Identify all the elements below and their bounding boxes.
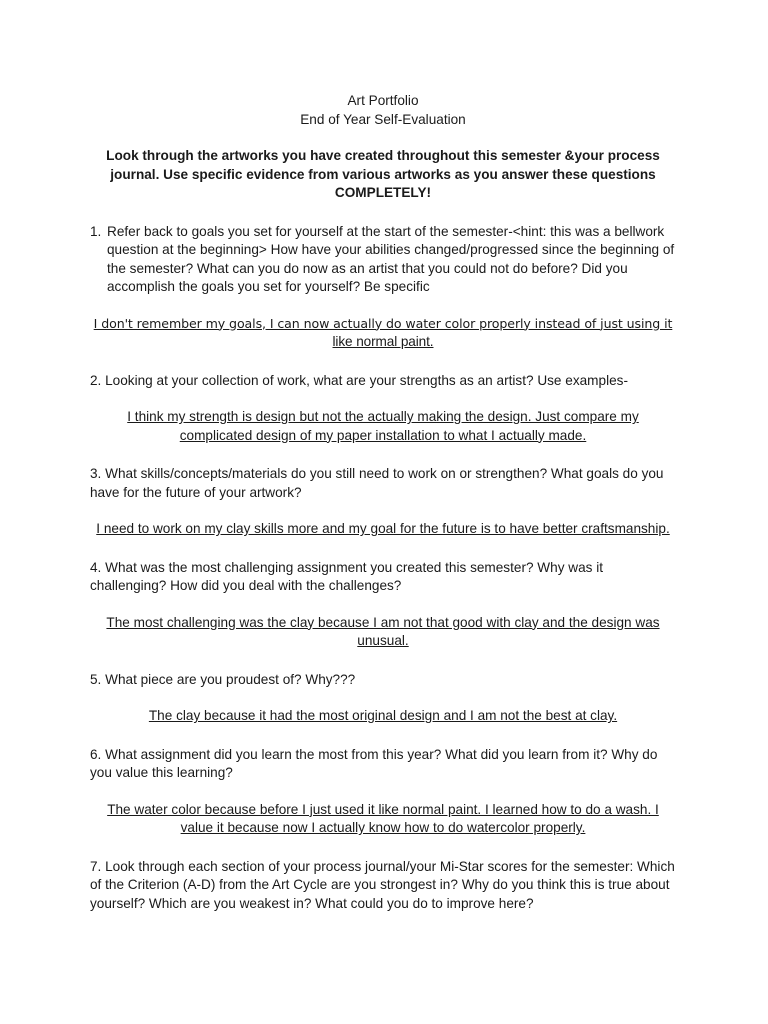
question-1-number: 1. [90,223,102,239]
question-6: 6. What assignment did you learn the most from this year? What did you learn from it? Why do you value this learning? [90,746,658,780]
answer-3: I need to work on my clay skills more and my goal for the future is to have better craftsmanship. [96,521,670,536]
answer-1-line-2: like normal paint. [332,334,434,349]
question-7: 7. Look through each section of your process journal/your Mi-Star scores for the semester: Which of the Criterion (A-D) from the Art Cycle are you strongest in? Why do you think this is true about yourself? Which are you weakest in? What could you do to improve here? [90,858,675,911]
question-1 [90,223,676,297]
answer-5: The clay because it had the most original design and I am not the best at clay. [148,708,618,723]
answer-1-line-1: I don't remember my goals, I can now actually do water color properly instead of just using it [93,315,673,331]
question-2: 2. Looking at your collection of work, what are your strengths as an artist? Use examples- [90,372,628,388]
question-1-text: Refer back to goals you set for yourself at the start of the semester-<hint: this was a bellwork question at the beginning> How have your abilities changed/progressed since the beginning of the semester? What can you do now as an artist that you could not do before? Did you accomplish the goals you set for yourself? Be specific [107,223,675,294]
document-header [90,92,676,129]
answer-6: The water color because before I just used it like normal paint. I learned how to do a wash. I value it because now I actually know how to do watercolor properly. [107,801,659,835]
question-3: 3. What skills/concepts/materials do you still need to work on or strengthen? What goals do you have for the future of your artwork? [90,466,664,500]
question-4: 4. What was the most challenging assignment you created this semester? Why was it challenging? How did you deal with the challenges? [90,559,604,593]
document-title: Art Portfolio [347,93,419,108]
answer-2: I think my strength is design but not the actually making the design. Just compare my complicated design of my paper installation to what I actually made. [127,409,639,443]
answer-1 [90,315,676,352]
question-5: 5. What piece are you proudest of? Why??? [90,671,356,687]
answer-4: The most challenging was the clay because I am not that good with clay and the design was unusual. [106,614,660,648]
instructions: Look through the artworks you have created throughout this semester &your process journal. Use specific evidence from various artworks as you answer these questions COMPLETELY! [106,148,660,200]
document-subtitle: End of Year Self-Evaluation [300,111,466,127]
